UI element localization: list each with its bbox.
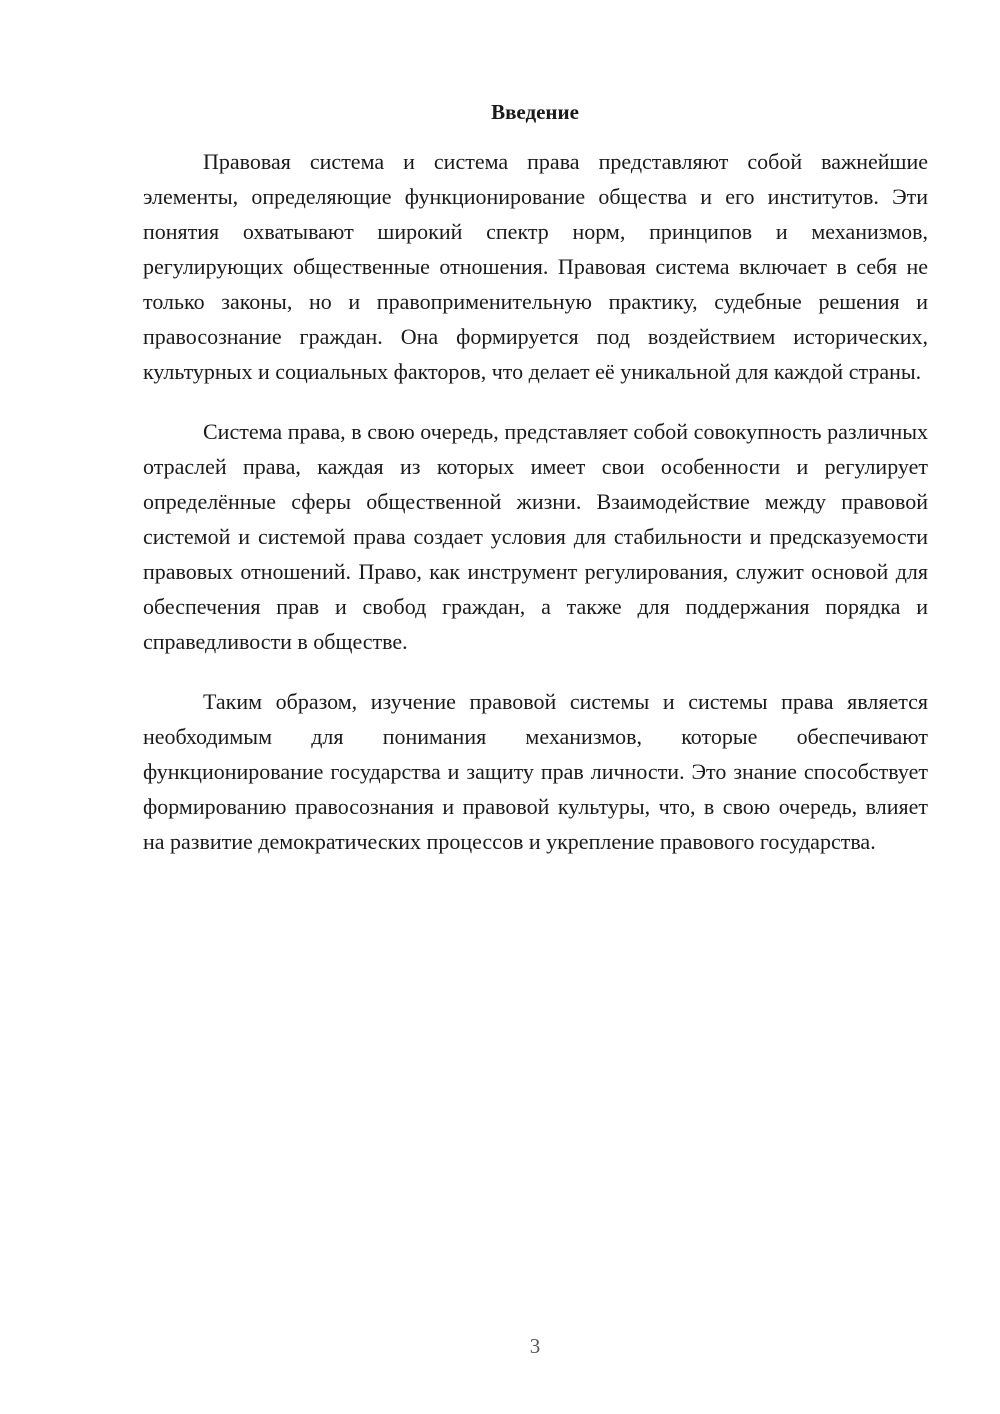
page-heading: Введение: [491, 100, 579, 124]
paragraph-2: Система права, в свою очередь, представляет собой совокупность различных отраслей права, каждая из которых имеет свои особенности и регулирует определённые сферы общественной жизни. Взаимодействие между правовой системой и системой права создает условия для стабильности и предсказуемости правовых отношений. Право, как инструмент регулирования, служит основой для обеспечения прав и свобод граждан, а также для поддержания порядка и справедливости в обществе.: [143, 419, 928, 654]
body-text: [143, 144, 928, 884]
page-number: 3: [529, 1334, 541, 1358]
paragraph-1: Правовая система и система права представляют собой важнейшие элементы, определяющие функционирование общества и его институтов. Эти понятия охватывают широкий спектр норм, принципов и механизмов, регулирующих общественные отношения. Правовая система включает в себя не только законы, но и правоприменительную практику, судебные решения и правосознание граждан. Она формируется под воздействием исторических, культурных и социальных факторов, что делает её уникальной для каждой страны.: [143, 149, 928, 384]
paragraph-3: Таким образом, изучение правовой системы и системы права является необходимым для понимания механизмов, которые обеспечивают функционирование государства и защиту прав личности. Это знание способствует формированию правосознания и правовой культуры, что, в свою очередь, влияет на развитие демократических процессов и укрепление правового государства.: [143, 689, 928, 854]
